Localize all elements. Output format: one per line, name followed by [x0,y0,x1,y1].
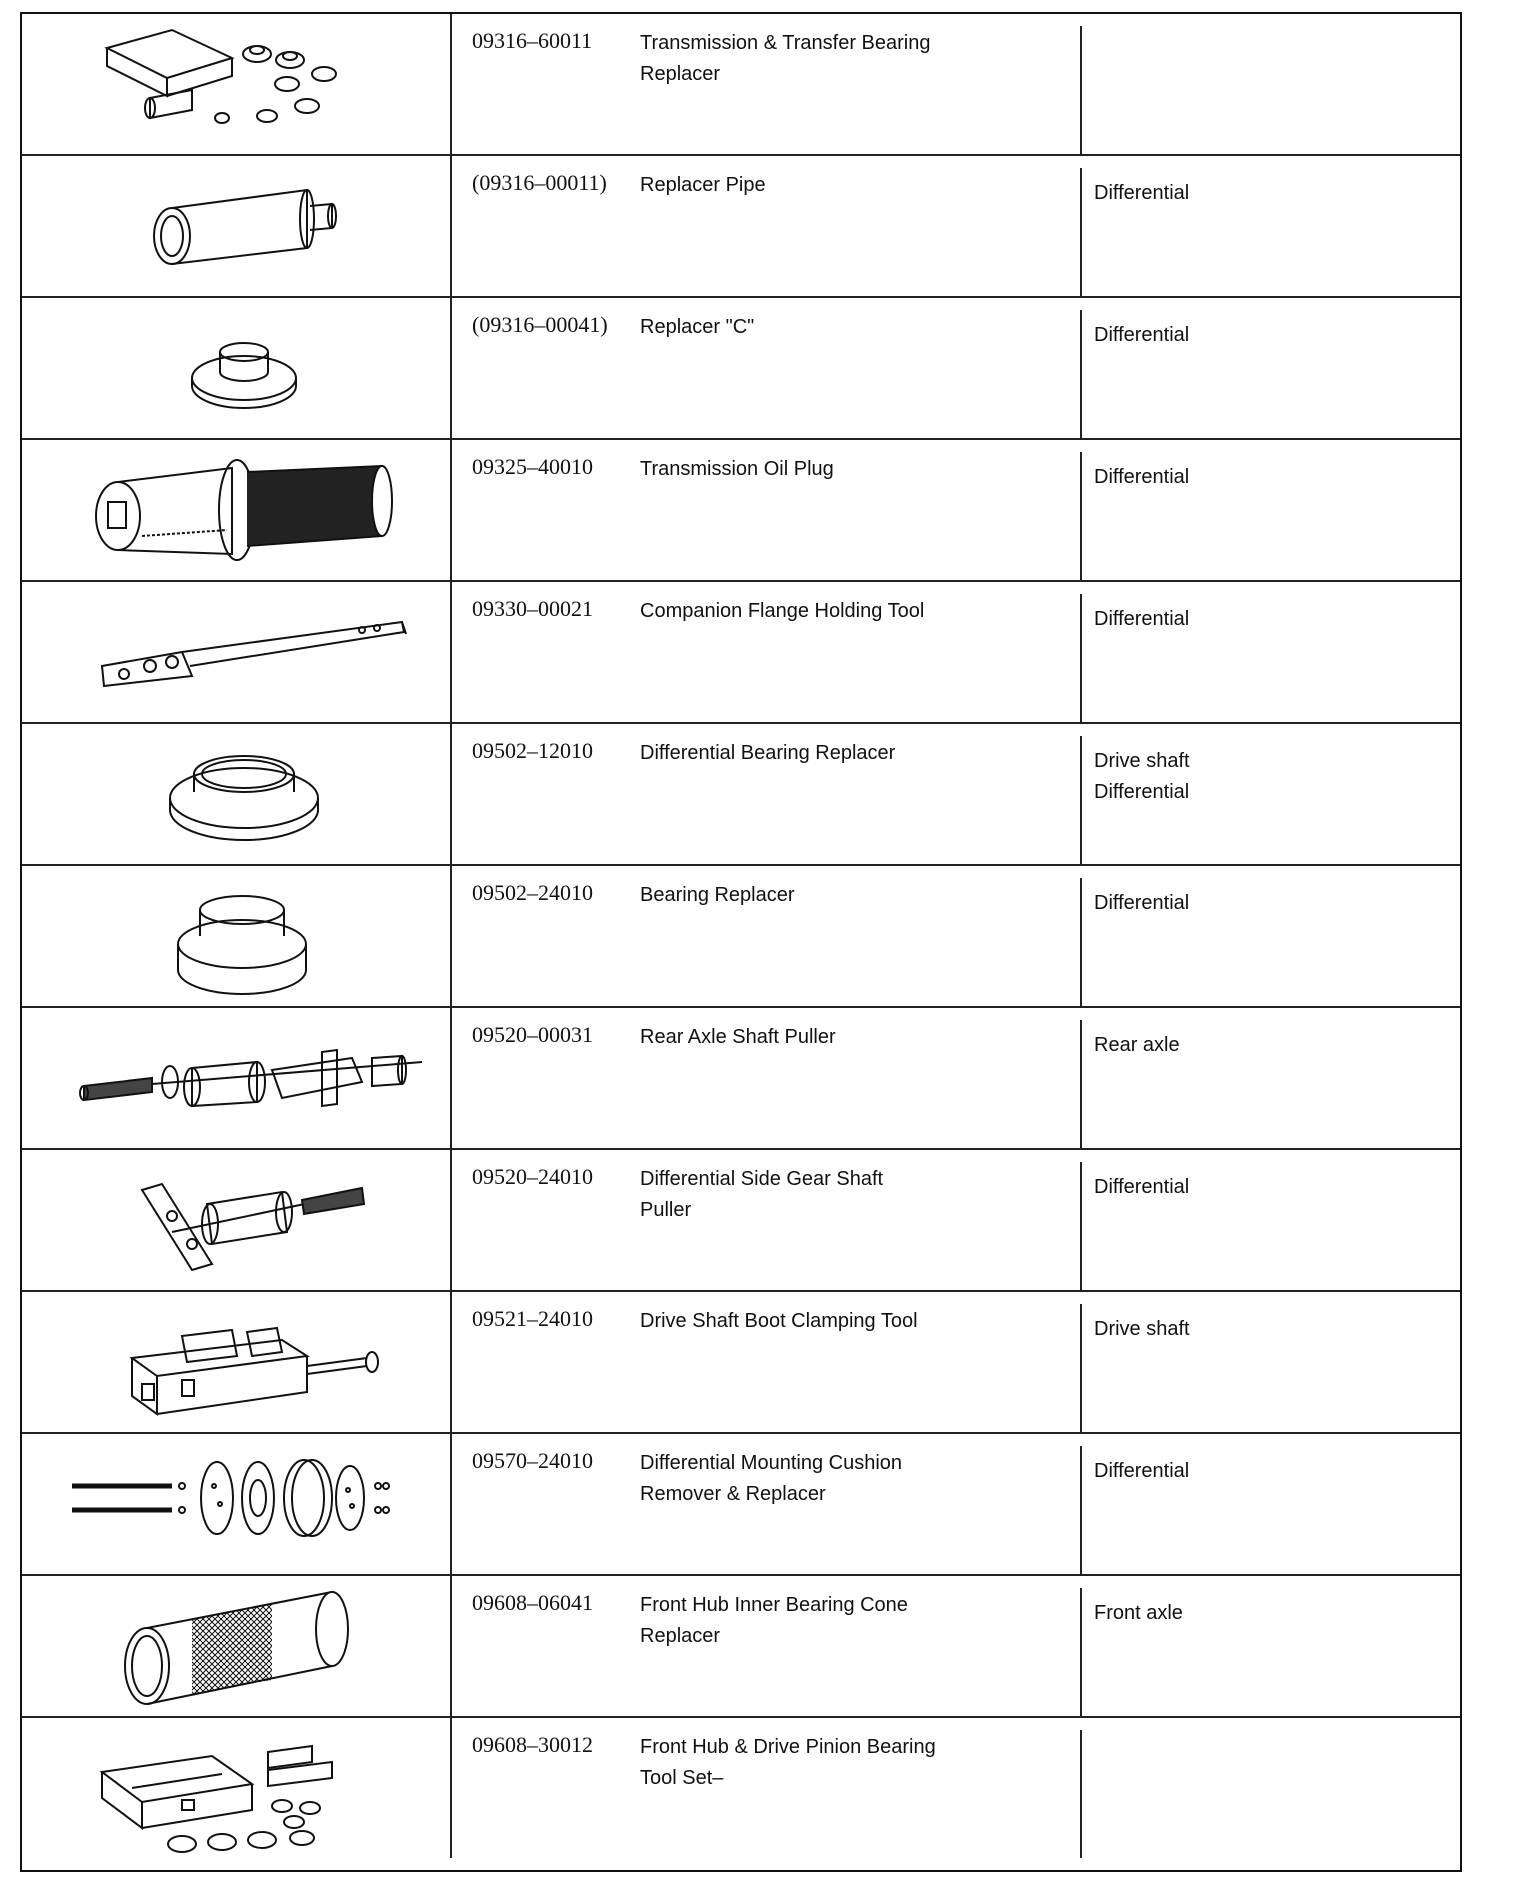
bearing-ring-icon [32,728,442,860]
part-number: 09502–12010 [472,738,593,763]
part-number: 09608–30012 [472,1732,593,1757]
table-row [22,1576,1460,1718]
oil-plug-icon [32,444,442,576]
side-gear-puller-icon [32,1154,442,1286]
table-row [22,582,1460,724]
shaft-puller-icon [32,1012,442,1144]
tool-name: Drive Shaft Boot Clamping Tool [640,1310,918,1332]
tool-name: Differential Mounting Cushion Remover & Replacer [640,1452,903,1505]
tool-usage: Front axle [1080,1588,1450,1716]
tool-name: Rear Axle Shaft Puller [640,1026,836,1048]
table-row [22,866,1460,1008]
tool-name: Transmission & Transfer Bearing Replacer [640,32,931,85]
tool-usage: Differential [1080,878,1450,1006]
table-row [22,1008,1460,1150]
table-row [22,298,1460,440]
tool-usage: Differential [1080,452,1450,580]
part-number: 09570–24010 [472,1448,593,1473]
tool-usage: Differential [1080,1162,1450,1290]
tool-usage [1080,1730,1450,1858]
part-number: 09608–06041 [472,1590,593,1615]
table-row [22,14,1460,156]
part-number: 09316–60011 [472,28,593,53]
tool-usage: Differential [1080,1446,1450,1574]
table-row [22,1718,1460,1860]
table-row [22,724,1460,866]
flange-holding-tool-icon [32,586,442,718]
tool-name: Bearing Replacer [640,884,795,906]
bearing-replacer-kit-icon [32,18,442,150]
part-number: (09316–00011) [472,170,607,195]
tool-name: Transmission Oil Plug [640,458,834,480]
tool-usage: Differential [1080,594,1450,722]
tool-set-case-icon [32,1722,442,1854]
tool-name: Replacer "C" [640,316,755,338]
tool-name: Front Hub Inner Bearing Cone Replacer [640,1594,908,1647]
part-number: 09325–40010 [472,454,593,479]
knurled-replacer-icon [32,1580,442,1712]
replacer-c-icon [32,302,442,434]
tool-usage [1080,26,1450,154]
tool-name: Front Hub & Drive Pinion Bearing Tool Set– [640,1736,936,1789]
part-number: (09316–00041) [472,312,608,337]
tool-name: Differential Bearing Replacer [640,742,896,764]
table-row [22,1292,1460,1434]
tool-usage: Differential [1080,310,1450,438]
part-number: 09502–24010 [472,880,593,905]
tool-name: Differential Side Gear Shaft Puller [640,1168,884,1221]
table-row [22,440,1460,582]
table-row [22,156,1460,298]
tool-usage: Differential [1080,168,1450,296]
table-row [22,1150,1460,1292]
bearing-replacer-icon [32,870,442,1002]
part-number: 09330–00021 [472,596,593,621]
tool-usage: Drive shaft [1080,1304,1450,1432]
tool-usage: Drive shaft Differential [1080,736,1450,864]
replacer-pipe-icon [32,160,442,292]
tool-table [20,12,1462,1872]
part-number: 09520–00031 [472,1022,593,1047]
tool-name: Companion Flange Holding Tool [640,600,925,622]
table-row [22,1434,1460,1576]
tool-name: Replacer Pipe [640,174,766,196]
part-number: 09520–24010 [472,1164,593,1189]
part-number: 09521–24010 [472,1306,593,1331]
cushion-remover-set-icon [32,1438,442,1570]
tool-usage: Rear axle [1080,1020,1450,1148]
boot-clamping-tool-icon [32,1296,442,1428]
